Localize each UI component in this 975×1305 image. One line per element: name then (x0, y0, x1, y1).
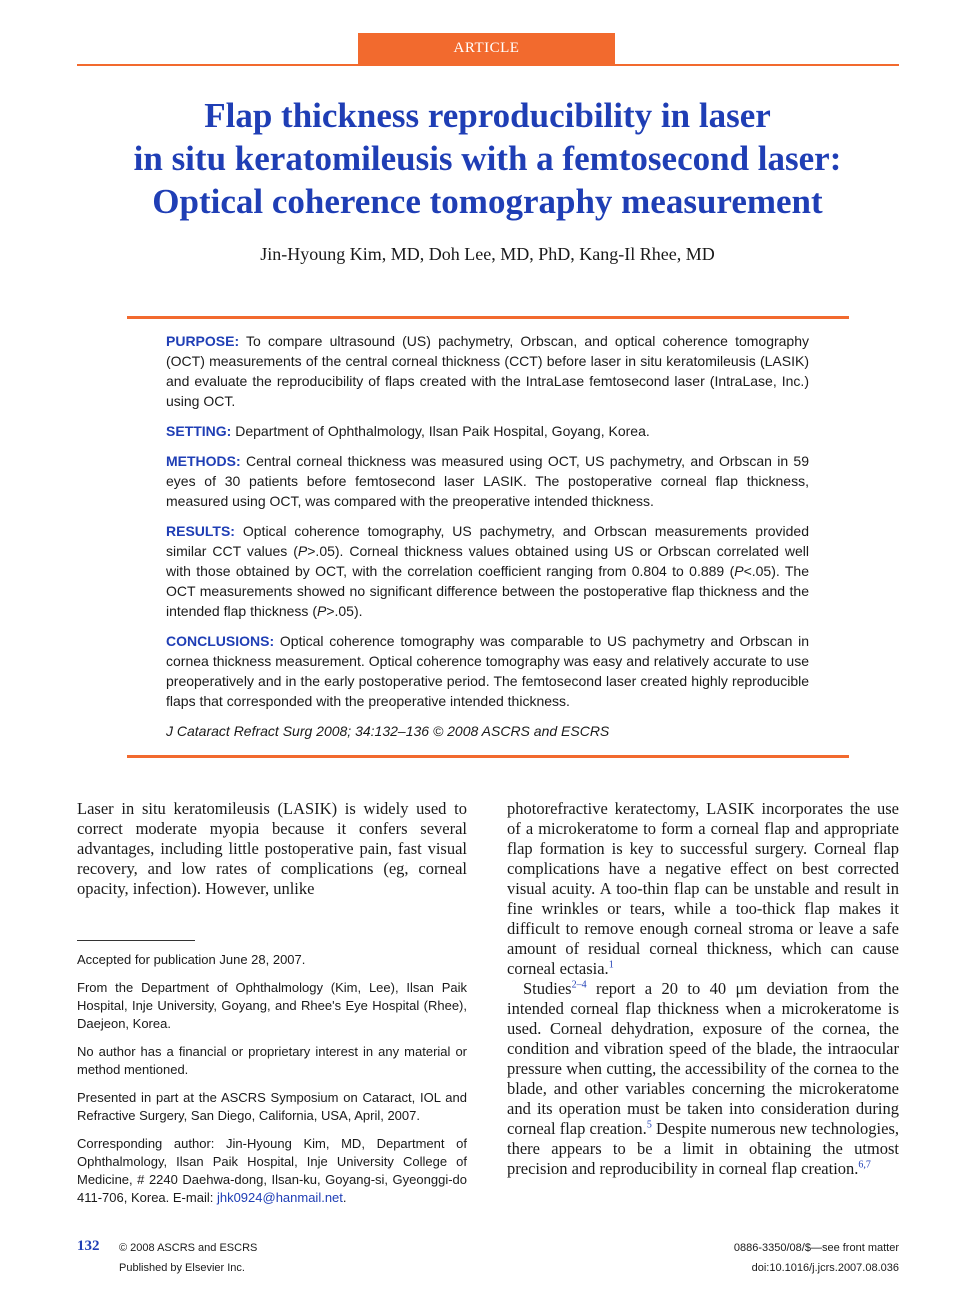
abstract-conclusions: CONCLUSIONS: Optical coherence tomography was comparable to US pachymetry and Orbscan in cornea thickness measurement. Optical coherence tomography was easy and relatively accurate to use preoperatively and in the early postoperative period. The femtosecond laser created highly reproducible flaps that corresponded with the preoperative intended thickness. (166, 633, 810, 709)
footnotes (77, 951, 467, 1217)
results-label: RESULTS: (166, 523, 235, 539)
abstract-bottom-rule (127, 755, 849, 758)
footnote-corresponding: Corresponding author: Jin-Hyoung Kim, MD, Department of Ophthalmology, Ilsan Paik Hospital, Inje University College of Medicine, # 2240 Daehwa-dong, Ilsan-ku, Goyang-si, Gyeonggi-do 411-706, Korea. E-mail: jhk0924@hanmail.net. (77, 1136, 467, 1205)
footer-publisher: Published by Elsevier Inc. (119, 1262, 245, 1274)
footnote-interest: No author has a financial or proprietary interest in any material or method mentioned. (77, 1044, 467, 1077)
abstract-methods: METHODS: Central corneal thickness was measured using OCT, US pachymetry, and Orbscan in 59 eyes of 30 patients before femtosecond laser LASIK. The postoperative corneal flap thickness, measured using OCT, was compared with the preoperative intended thickness. (166, 453, 809, 509)
reference-link[interactable]: 1 (608, 959, 614, 971)
title-line-3: Optical coherence tomography measurement (152, 182, 823, 221)
abstract-setting: SETTING: Department of Ophthalmology, Ilsan Paik Hospital, Goyang, Korea. (166, 423, 650, 439)
author-list: Jin-Hyoung Kim, MD, Doh Lee, MD, PhD, Kang-Il Rhee, MD (260, 244, 715, 264)
abstract-top-rule (127, 316, 849, 319)
purpose-label: PURPOSE: (166, 333, 240, 349)
title-line-2: in situ keratomileusis with a femtosecond laser: (133, 139, 842, 178)
abstract-results: RESULTS: Optical coherence tomography, US pachymetry, and Orbscan measurements provided similar CCT values (P>.05). Corneal thickness values obtained using US or Orbscan correlated well with those obtained by OCT, with the correlation coefficient ranging from 0.804 to 0.889 (P<.05). The OCT measurements showed no significant difference between the postoperative flap thickness and the intended flap thickness (P>.05). (166, 523, 810, 619)
body-left-column (77, 799, 467, 899)
body-right-column (507, 799, 899, 1179)
article-type-tag: ARTICLE (358, 33, 615, 64)
body-paragraph-1: photorefractive keratectomy, LASIK incorporates the use of a microkeratome to form a corneal flap and appropriate flap formation is key to successful surgery. Corneal flap complications have a negative effect on best corrected visual acuity. A too-thin flap can be unstable and result in fine wrinkles or tears, while a too-thick flap makes it difficult to remove enough corneal stroma or leave a safe amount of residual corneal thickness, which can cause corneal ectasia.$^1$ (507, 799, 899, 978)
conclusions-label: CONCLUSIONS: (166, 633, 275, 649)
intro-paragraph: Laser in situ keratomileusis (LASIK) is widely used to correct moderate myopia because it confers several advantages, including little postoperative pain, fast visual recovery, and low rates of complications (eg, corneal opacity, infection). However, unlike (77, 799, 467, 898)
reference-link[interactable]: 6,7 (858, 1159, 871, 1171)
abstract-purpose: PURPOSE: To compare ultrasound (US) pachymetry, Orbscan, and optical coherence tomography (OCT) measurements of the central corneal thickness (CCT) before laser in situ keratomileusis (LASIK) and evaluate the reproducibility of flaps created with the IntraLase femtosecond laser (IntraLase, Inc.) using OCT. (166, 333, 809, 409)
setting-label: SETTING: (166, 423, 232, 439)
reference-link[interactable]: 5 (646, 1119, 652, 1131)
title-line-1: Flap thickness reproducibility in laser (204, 96, 771, 135)
journal-citation: J Cataract Refract Surg 2008; 34:132–136 © 2008 ASCRS and ESCRS (166, 723, 610, 739)
footnote-rule (77, 940, 195, 941)
footnote-accepted: Accepted for publication June 28, 2007. (77, 952, 306, 967)
page-number: 132 (77, 1238, 100, 1254)
footer-issn: 0886-3350/08/$—see front matter (733, 1242, 899, 1254)
footer-copyright: © 2008 ASCRS and ESCRS (119, 1242, 258, 1254)
footer-doi[interactable]: doi:10.1016/j.jcrs.2007.08.036 (751, 1262, 899, 1274)
methods-label: METHODS: (166, 453, 241, 469)
article-title (40, 94, 935, 223)
reference-link[interactable]: 2–4 (571, 979, 587, 991)
footnote-presented: Presented in part at the ASCRS Symposium on Cataract, IOL and Refractive Surgery, San Diego, California, USA, April, 2007. (77, 1090, 467, 1123)
header-rule (77, 64, 899, 66)
abstract (166, 331, 809, 751)
footnote-affiliation: From the Department of Ophthalmology (Kim, Lee), Ilsan Paik Hospital, Inje University, Goyang, and Rhee's Eye Hospital (Rhee), Daejeon, Korea. (77, 980, 467, 1031)
body-paragraph-2: Studies$^{2-4}$ report a 20 to 40 μm deviation from the intended corneal flap thickness when a microkeratome is used. Corneal dehydration, exposure of the cornea, the condition and vibration speed of the blade, the intraocular pressure when cutting, the accessibility of the cornea to the blade, and other variables concerning the microkeratome and its operation must be taken into consideration during corneal flap creation.$^5$ Despite numerous new technologies, there appears to be a limit in obtaining the utmost precision and reproducibility in corneal flap creation.$^{6,7}$ (507, 979, 899, 1178)
email-link[interactable]: jhk0924@hanmail.net (216, 1190, 343, 1205)
